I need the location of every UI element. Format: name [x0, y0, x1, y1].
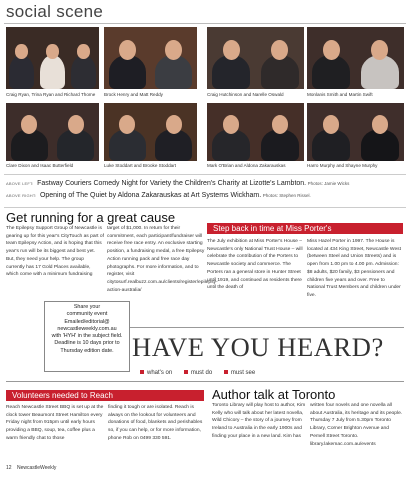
hyh-heading: HAVE YOU HEARD?	[132, 332, 384, 362]
article-title-running: Get running for a great cause	[6, 210, 176, 225]
page-number: 12	[6, 465, 12, 471]
person-figure	[40, 55, 65, 89]
header-rule	[4, 23, 406, 24]
tag-bullet-icon	[140, 370, 144, 374]
photo-tile-4	[307, 27, 404, 89]
tag-must-do: must do	[190, 370, 213, 376]
share-line: newcastleweekly.com.au	[57, 325, 117, 332]
person-head	[46, 44, 58, 58]
photo-tile-3	[207, 27, 304, 89]
credit-line-right	[6, 192, 311, 199]
article-running-col1: The Epilepsy Support Group of Newcastle is gearing up for this year's CityTouch as part of team Epilepsy Action, and is hoping that this year's run will be its biggest and best yet. But, they need your help. The group currently has 17 Gold Places available, which come with a minimum fundraising	[6, 226, 104, 278]
share-event-box	[44, 301, 130, 372]
photo-caption: Mark O'Brian and Aldona Zakarauskas	[207, 163, 286, 168]
photo-tile-8	[307, 103, 404, 161]
article-porters-col2: Miss Hazel Porter in 1997. The House is located at 434 King Street, Newcastle West (between Steel and Union Streets) and is open from 1.00 pm to 4.00 pm. Admission: $8 adults, $20 family, $3 pensioners and children five years and over. Free to National Trust Members and children under five.	[307, 239, 401, 298]
credit-event: Fastway Couriers Comedy Night for Variety the Children's Charity at Lizotte's Lambton.	[37, 180, 307, 187]
publication-name: NewcastleWeekly	[16, 465, 57, 471]
share-line: Thursday edition date.	[60, 347, 114, 354]
article-volunteers-col1: Reach Newcastle Street BBQ is set up at the clock tower Beaumont Street Hamilton every Friday night from 915pm until early hours providing a BBQ, soup, tea, coffee plus a warm friendly chat to those	[6, 405, 104, 441]
person-figure	[109, 55, 146, 89]
article-running-col2: target of $1,000. In return for their commitment, each participant/fundraiser will receive free race entry. An exclusive starting position, a fundraising medal, a free Epilepsy Action running pack and free race day photographs. For more information, and to register, visit citytosurf.realbuzz.com.au/clients/register/epilepsy-action-australia/	[107, 226, 218, 293]
photo-caption: Craig Ryan, Trina Ryan and Richard Thome	[6, 92, 96, 97]
article-author-col1: Toronto Library will play host to author, Kim Kelly who will talk about her latest novella, Wild Chicory – the story of a journey from Ireland to Australia in the early 1900s and finding your place in a new land. Kim has	[212, 403, 306, 439]
article-volunteers-col2: finding it tough or are isolated. Reach is always on the lookout for volunteers and donations of food, blankets and perishables so, if you can help, or for more information, phone Rob on 0499 330 591.	[108, 405, 203, 441]
credit-rule-bottom	[4, 207, 406, 208]
person-head	[323, 40, 340, 60]
person-head	[77, 44, 89, 58]
tag-must-see: must see	[230, 370, 256, 376]
person-figure	[155, 55, 192, 89]
hyh-rule-top	[130, 327, 404, 328]
share-line: with 'HYH' in the subject field.	[51, 333, 123, 340]
hyh-rule-bottom	[6, 381, 404, 382]
person-head	[166, 115, 182, 134]
tag-whats-on: what's on	[147, 370, 173, 376]
person-head	[223, 40, 240, 60]
credit-tag: ABOVE RIGHT:	[6, 193, 37, 198]
article-title-miss-porters: Step back in time at Miss Porter's	[207, 223, 403, 234]
photo-caption: Monlanis Smith and Martin Swift	[307, 92, 373, 97]
hyh-tags	[130, 370, 255, 376]
person-figure	[361, 55, 399, 89]
photo-caption: Luke Stoddart and Brooke Stoddart	[104, 163, 177, 168]
photo-tile-6	[104, 103, 197, 161]
article-title-author-talk: Author talk at Toronto	[212, 387, 336, 402]
photo-caption: Harro Murphy and Shayne Murphy	[307, 163, 378, 168]
photo-tile-7	[207, 103, 304, 161]
person-head	[272, 115, 288, 134]
person-figure	[261, 55, 299, 89]
credit-line-left	[6, 180, 349, 187]
share-line: Deadline is 10 days prior to	[54, 340, 120, 347]
photo-caption: Craig Hutchinson and Narelle Oswald	[207, 92, 284, 97]
credit-tag: ABOVE LEFT:	[6, 181, 34, 186]
photo-caption: Brock Henry and Matt Reddy	[104, 92, 163, 97]
tag-bullet-icon	[224, 370, 228, 374]
photo-tile-2	[104, 27, 197, 89]
person-figure	[71, 55, 96, 89]
photo-tile-5	[6, 103, 99, 161]
credit-photographer: Photos: Stephen Rissel.	[262, 193, 311, 198]
share-line: Share your	[73, 304, 101, 310]
credit-event: Opening of The Quiet by Aldona Zakarauskas at Art Systems Wickham.	[39, 192, 262, 199]
photo-caption: Clare Dixon and Isaac Butterfield	[6, 163, 74, 168]
photo-tile-1	[6, 27, 99, 89]
person-figure	[212, 55, 250, 89]
person-head	[15, 44, 27, 58]
person-head	[68, 115, 84, 134]
credit-photographer: Photos: Jamie Wicks	[307, 181, 350, 186]
credit-rule-top	[4, 174, 406, 175]
person-figure	[9, 55, 34, 89]
share-line: community event Emailed/editorial@	[64, 311, 110, 325]
person-head	[119, 40, 136, 60]
article-title-volunteers: Volunteers needed to Reach	[6, 390, 204, 401]
person-head	[372, 115, 388, 134]
page-footer	[6, 465, 56, 471]
article-porters-col1: The July exhibition at Miss Porter's House – Newcastle's only National Trust House – will celebrate the contribution of the Porters to Newcastle society and commerce. The Porters ran a general store in Hunter Street until 1919, and continued as residents there until the death of	[207, 239, 303, 291]
person-figure	[312, 55, 350, 89]
tag-bullet-icon	[184, 370, 188, 374]
article-author-col2: written four novels and one novella all about Australia, its heritage and its people. Thursday 7 July from 5.30pm Toronto Library, Corner Brighton Avenue and Pemell Street Toronto. library.lakemac.com.au/events	[310, 403, 403, 447]
section-title: social scene	[6, 2, 104, 21]
